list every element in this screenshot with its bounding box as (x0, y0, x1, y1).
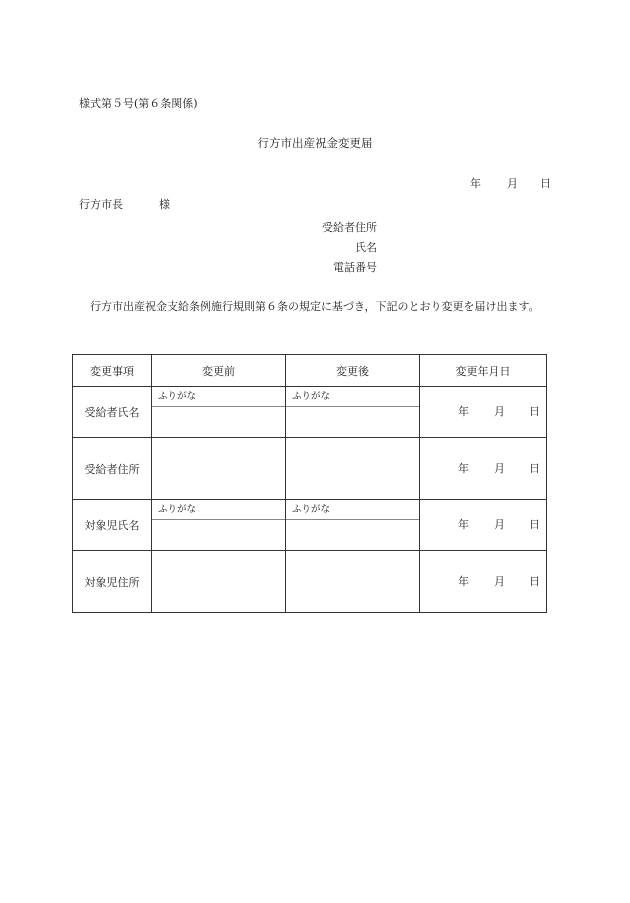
row-item-label: 対象児氏名 (73, 500, 152, 551)
table-row (73, 438, 547, 500)
change-date-field[interactable] (420, 551, 547, 613)
date-month-label: 月 (494, 518, 505, 531)
applicant-address-label: 受給者住所 (322, 221, 377, 234)
addressee-name: 行方市長 (79, 198, 123, 211)
date-month-label: 月 (494, 405, 505, 418)
after-field[interactable] (286, 387, 420, 438)
table-row (73, 551, 547, 613)
row-item-label: 対象児住所 (73, 551, 152, 613)
change-date-field[interactable] (420, 387, 547, 438)
table-header-row (73, 355, 547, 387)
date-day-label: 日 (529, 574, 540, 588)
addressee-honorific: 様 (159, 198, 170, 211)
furigana-label: ふりがな (286, 500, 419, 520)
before-field[interactable] (152, 551, 286, 613)
date-day-label: 日 (540, 177, 551, 190)
after-field[interactable] (286, 500, 420, 551)
after-field[interactable] (286, 438, 420, 500)
applicant-block (322, 218, 377, 278)
furigana-label: ふりがな (152, 500, 285, 520)
date-year-label: 年 (458, 405, 469, 418)
addressee (79, 198, 170, 212)
before-field[interactable] (152, 387, 286, 438)
date-day-label: 日 (529, 405, 540, 418)
change-date-field[interactable] (420, 500, 547, 551)
before-field[interactable] (152, 438, 286, 500)
before-field[interactable] (152, 500, 286, 551)
header-after: 変更後 (286, 355, 420, 387)
after-field[interactable] (286, 551, 420, 613)
date-year-label: 年 (458, 518, 469, 531)
furigana-label: ふりがな (152, 387, 285, 407)
change-table (72, 354, 547, 613)
date-month-label: 月 (494, 574, 505, 588)
date-day-label: 日 (529, 461, 540, 475)
table-row (73, 387, 547, 438)
document-title: 行方市出産祝金変更届 (257, 136, 373, 150)
applicant-phone-label: 電話番号 (333, 261, 377, 274)
date-year-label: 年 (458, 574, 469, 588)
header-change-date: 変更年月日 (420, 355, 547, 387)
body-text: 行方市出産祝金支給条例施行規則第６条の規定に基づき，下記のとおり変更を届け出ます。 (90, 300, 540, 313)
date-month-label: 月 (494, 461, 505, 475)
furigana-label: ふりがな (286, 387, 419, 407)
date-year-label: 年 (470, 177, 481, 190)
header-before: 変更前 (152, 355, 286, 387)
date-month-label: 月 (507, 177, 518, 190)
date-day-label: 日 (529, 518, 540, 531)
header-change-item: 変更事項 (73, 355, 152, 387)
form-number: 様式第５号(第６条関係) (79, 97, 198, 110)
table-row (73, 500, 547, 551)
row-item-label: 受給者住所 (73, 438, 152, 500)
change-date-field[interactable] (420, 438, 547, 500)
applicant-name-label: 氏名 (355, 241, 377, 254)
row-item-label: 受給者氏名 (73, 387, 152, 438)
date-year-label: 年 (458, 461, 469, 475)
